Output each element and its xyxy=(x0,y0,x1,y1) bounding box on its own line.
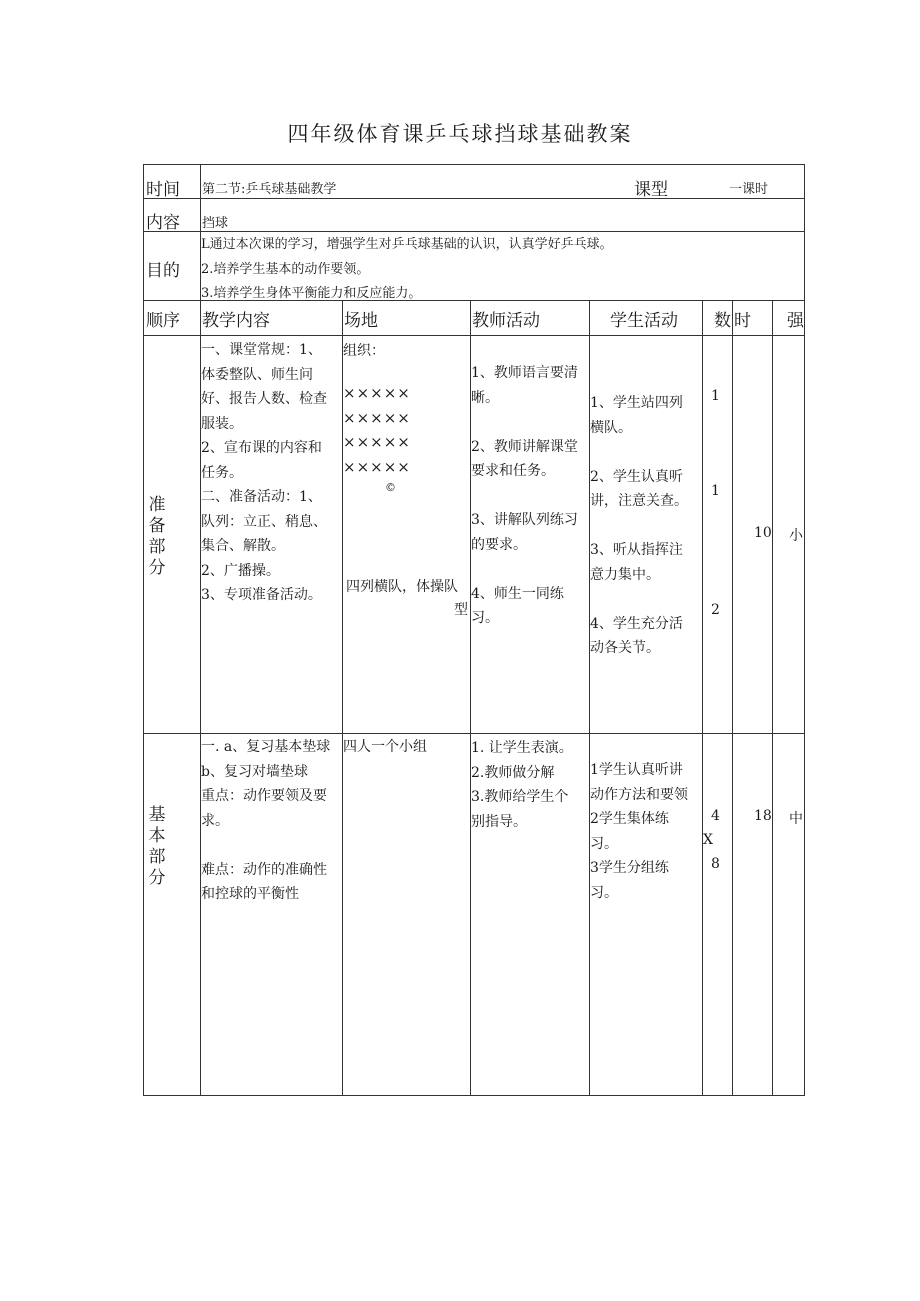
content-value: 挡球 xyxy=(202,216,229,231)
prep-count: 1 xyxy=(711,388,720,404)
basic-intensity: 中 xyxy=(789,811,803,827)
section-label-prep: 准 备 部 分 xyxy=(148,495,166,578)
basic-teacher-activity: 1. 让学生表演。 2.教师做分解 3.教师给学生个 别指导。 xyxy=(471,740,573,830)
page-title: 四年级体育课乒乓球挡球基础教案 xyxy=(287,122,633,146)
prep-formation: ××××× ××××× ××××× ××××× xyxy=(343,384,411,476)
prep-count: 2 xyxy=(711,602,720,618)
goal-item: L通过本次课的学习，增强学生对乒乓球基础的认识，认真学好乒乓球。 xyxy=(201,237,613,252)
basic-student-activity: 1学生认真听讲 动作方法和要领 2学生集体练 习。 3学生分组练 习。 xyxy=(590,762,688,901)
prep-teacher-activity: 1、教师语言要清 晰。 2、教师讲解课堂 要求和任务。 3、讲解队列练习 的要求。 4、师生一同练 习。 xyxy=(471,365,578,626)
prep-venue-note: 型 xyxy=(454,602,468,618)
row-divider xyxy=(144,733,804,734)
header-content: 教学内容 xyxy=(202,311,270,331)
header-student: 学生活动 xyxy=(610,311,678,331)
basic-time: 18 xyxy=(754,808,772,824)
content-label: 内容 xyxy=(146,213,180,233)
prep-venue-note: 四列横队，体操队 xyxy=(346,579,458,595)
header-count: 数 xyxy=(714,311,731,331)
row-divider xyxy=(144,335,804,336)
prep-content: 一、课堂常规：1、 体委整队、师生问 好、报告人数、检查 服装。 2、宣布课的内容和 任务。 二、准备活动：1、 队列：立正、稍息、 集合、解散。 2、广播操。 3、专项准备活动。 xyxy=(201,342,327,603)
basic-count: X xyxy=(703,832,713,848)
goal-item: 3.培养学生身体平衡能力和反应能力。 xyxy=(201,286,422,301)
type-label: 课型 xyxy=(634,180,668,200)
header-intensity: 强 xyxy=(787,311,804,331)
time-value: 第二节:乒乓球基础教学 xyxy=(202,182,337,197)
basic-count: 4 xyxy=(711,808,720,824)
prep-count: 1 xyxy=(711,483,720,499)
col-divider xyxy=(200,165,201,1095)
prep-venue-title: 组织： xyxy=(343,343,385,359)
basic-content: 一. a、复习基本垫球 b、复习对墙垫球 重点：动作要领及要 求。 难点：动作的准确性 和控球的平衡性 xyxy=(201,739,331,902)
header-teacher: 教师活动 xyxy=(472,311,540,331)
basic-venue: 四人一个小组 xyxy=(343,739,427,755)
col-divider xyxy=(772,300,773,1095)
section-label-basic: 基 本 部 分 xyxy=(148,805,166,888)
teacher-position-mark: © xyxy=(385,481,396,494)
basic-count: 8 xyxy=(711,856,720,872)
lesson-plan-table xyxy=(143,164,805,1096)
row-divider xyxy=(144,198,804,199)
prep-intensity: 小 xyxy=(789,528,803,544)
header-time: 时 xyxy=(734,311,751,331)
col-divider xyxy=(732,300,733,1095)
header-venue: 场地 xyxy=(344,311,378,331)
prep-time: 10 xyxy=(754,525,772,541)
goal-label: 目的 xyxy=(146,261,180,281)
row-divider xyxy=(144,231,804,232)
col-divider xyxy=(702,300,703,1095)
type-value: 一课时 xyxy=(729,182,769,197)
header-order: 顺序 xyxy=(146,311,180,331)
time-label: 时间 xyxy=(146,180,180,200)
prep-student-activity: 1、学生站四列 横队。 2、学生认真听 讲，注意关查。 3、听从指挥注 意力集中。 4、学生充分活 动各关节。 xyxy=(590,395,688,656)
goal-item: 2.培养学生基本的动作要领。 xyxy=(201,262,370,277)
